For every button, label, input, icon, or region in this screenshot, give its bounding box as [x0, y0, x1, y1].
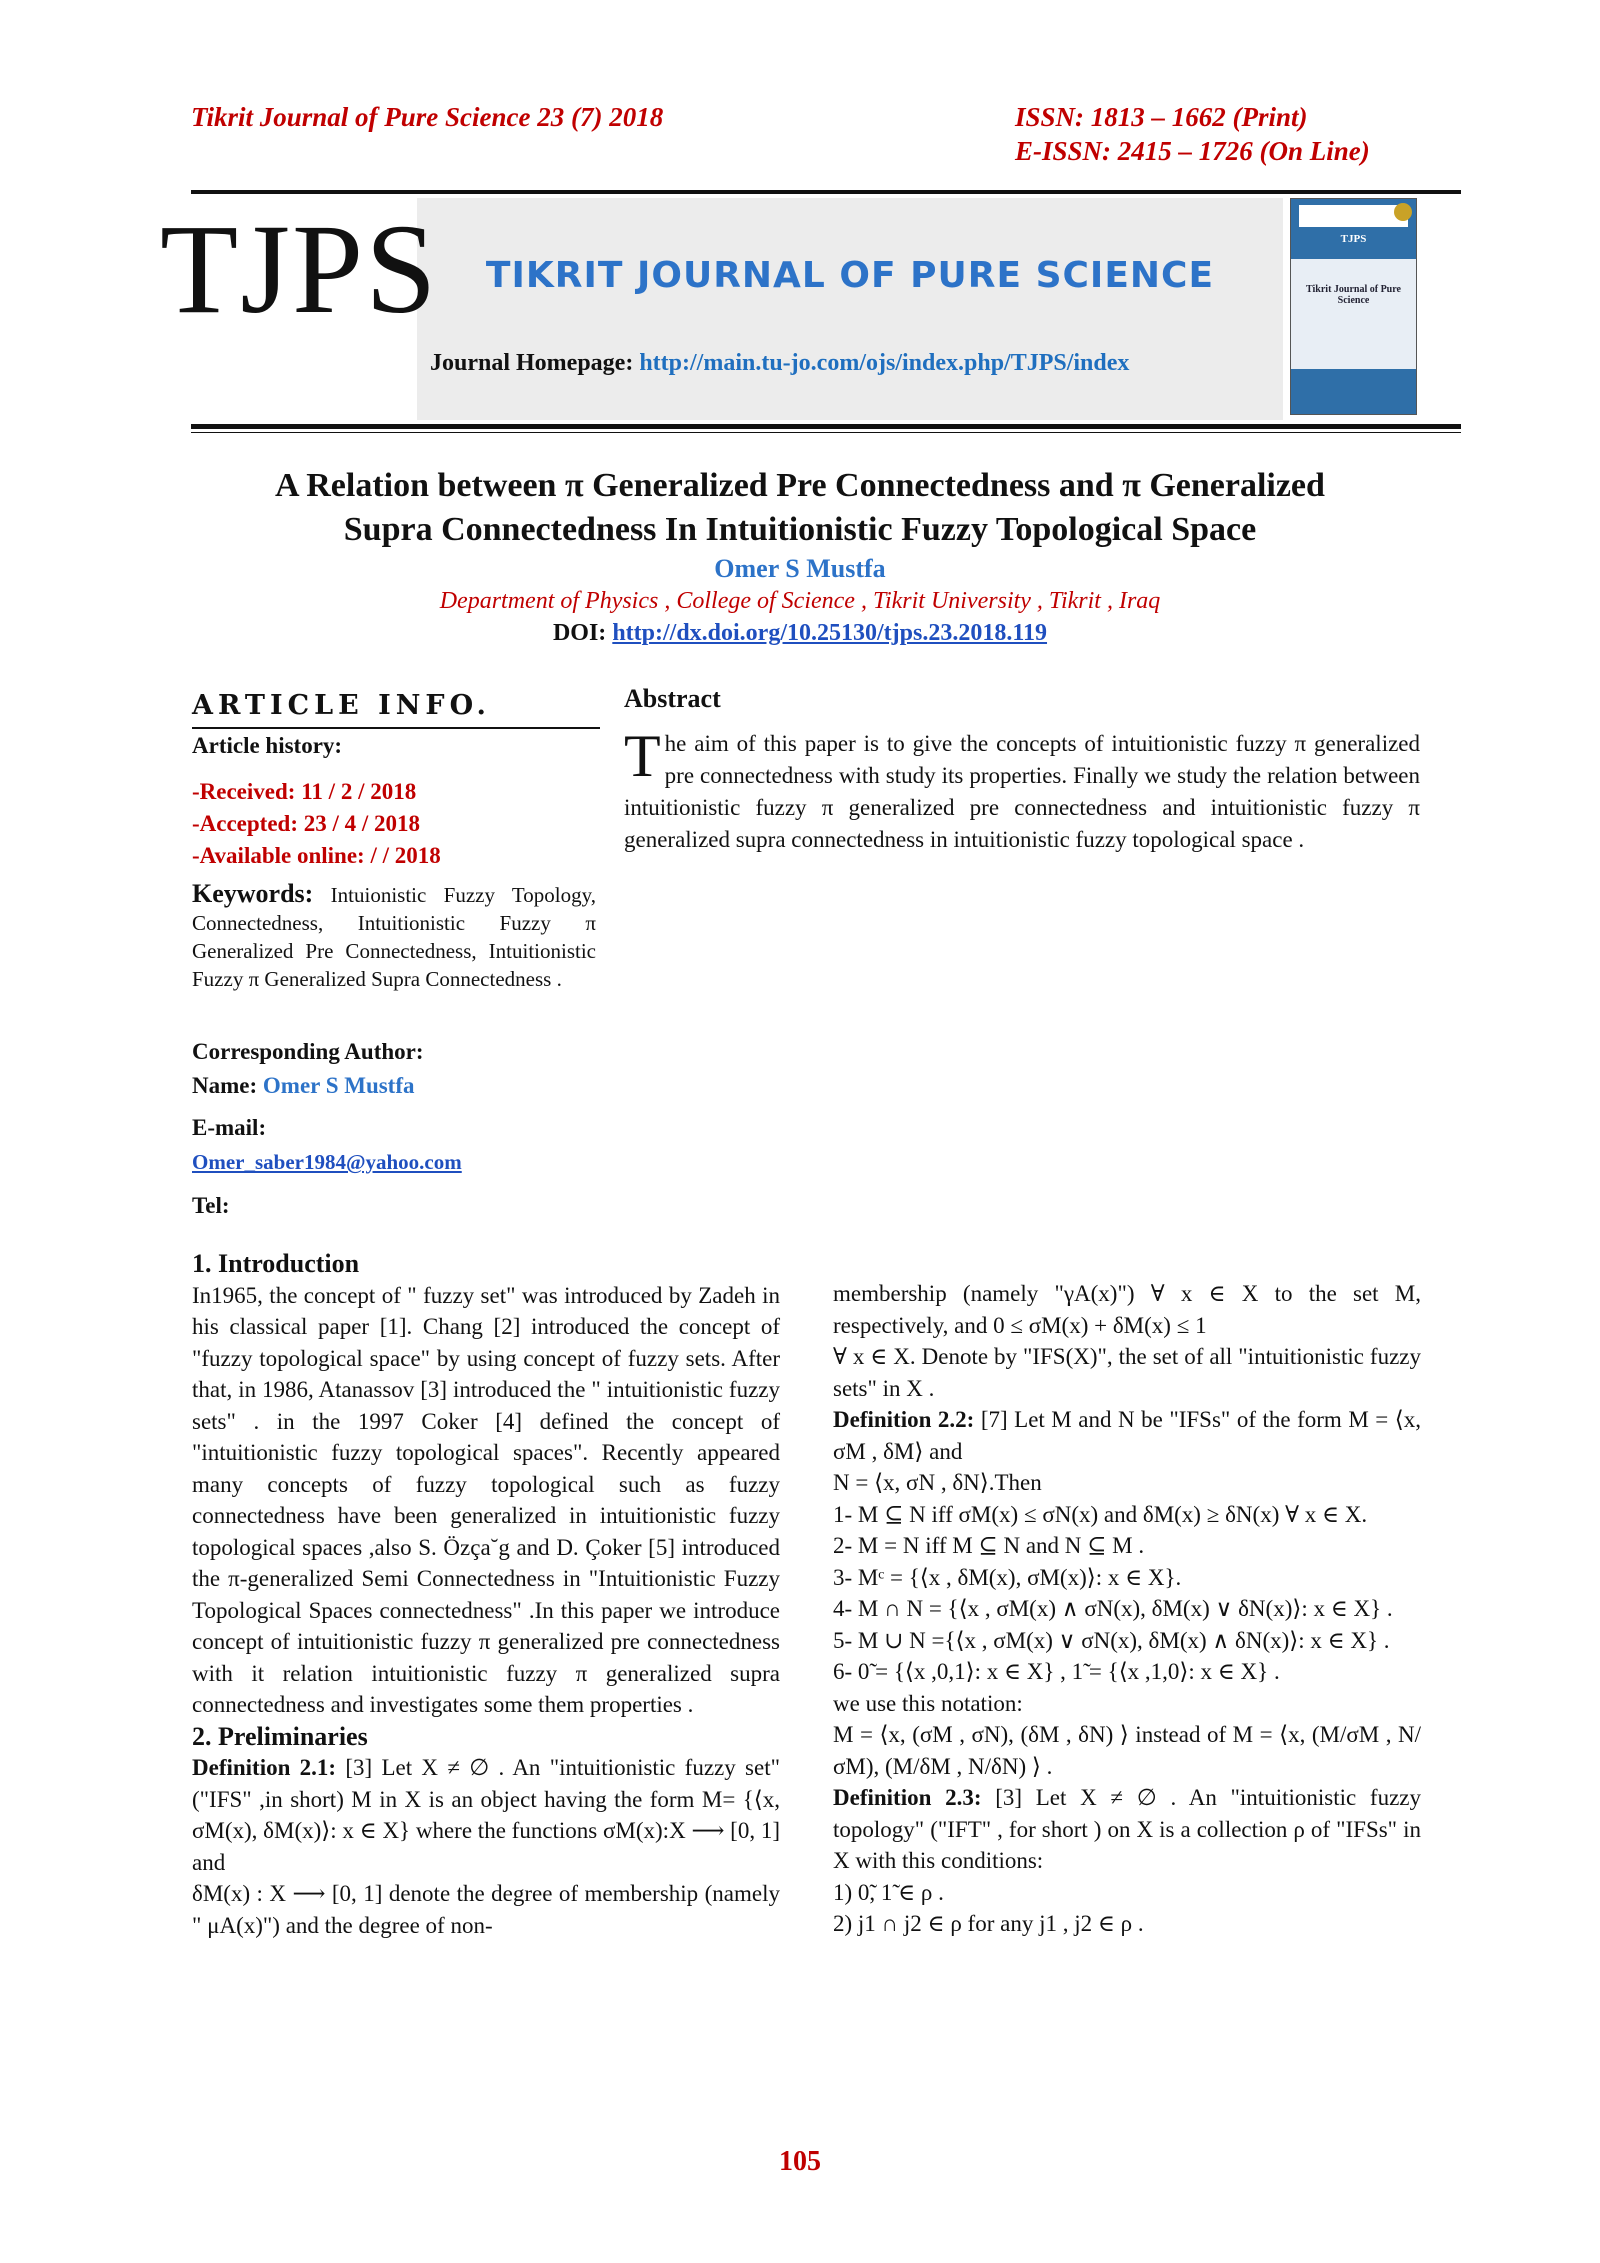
definition-2-2-cont: N = ⟨x, σN , δN⟩.Then	[833, 1470, 1042, 1495]
email	[192, 1146, 598, 1178]
abstract-body: he aim of this paper is to give the concepts of intuitionistic fuzzy π generalized pre connectedness with study its properties. Finally we study the relation between intuitionistic fuzzy π generalized pre connectedness and intuitionistic fuzzy π generalized supra connectedness in intuitionistic fuzzy topological space .	[624, 731, 1420, 852]
definition-2-2	[833, 1404, 1421, 1467]
banner-background	[417, 198, 1283, 420]
crest-icon	[1394, 203, 1412, 221]
journal-issue: Tikrit Journal of Pure Science 23 (7) 2018	[191, 102, 664, 132]
def22-item-6: 6- 0̃ = {⟨x ,0,1⟩: x ∈ X} , 1̃ = {⟨x ,1,0⟩: x ∈ X} .	[833, 1659, 1280, 1684]
keywords-label: Keywords:	[192, 879, 314, 908]
article-info-rule	[192, 727, 600, 729]
def22-item-1: 1- M ⊆ N iff σM(x) ≤ σN(x) and δM(x) ≥ δN(x) ∀ x ∈ X.	[833, 1501, 1368, 1527]
doi-label: DOI:	[552, 620, 607, 646]
def23-label: Definition 2.3:	[833, 1785, 982, 1810]
doi-link[interactable]: http://dx.doi.org/10.25130/tjps.23.2018.119	[612, 620, 1048, 646]
def22-item-3: 3- Mᶜ = {⟨x , δM(x), σM(x)⟩: x ∈ X}.	[833, 1564, 1182, 1590]
keywords	[192, 880, 596, 993]
cover-label: TJPS	[1340, 233, 1367, 245]
available-date: -Available online: / / 2018	[192, 843, 441, 868]
abstract-dropcap: T	[624, 723, 661, 789]
name-value: Omer S Mustfa	[262, 1073, 415, 1098]
def23-text: [3] Let X ≠ ∅ . An "intuitionistic fuzzy topology" ("IFT" , for short ) on X is a collection ρ of "IFSs" in X with this conditions:	[833, 1785, 1421, 1873]
def22-item-2: 2- M = N iff M ⊆ N and N ⊆ M .	[833, 1533, 1145, 1558]
article-history-label: Article history:	[192, 733, 343, 758]
author-name: Omer S Mustfa	[714, 554, 886, 583]
header-rule-thin	[191, 432, 1461, 433]
article-info-heading: ARTICLE INFO.	[192, 690, 491, 721]
def21-label: Definition 2.1:	[192, 1755, 337, 1780]
keywords-text: Intuionistic Fuzzy Topology, Connectedness, Intuitionistic Fuzzy π Generalized Pre Connectedness, Intuitionistic Fuzzy π Generalized Supra Connectedness .	[192, 883, 596, 991]
definition-2-1	[192, 1752, 780, 1878]
paper-title	[191, 464, 1409, 552]
journal-cover-image	[1290, 198, 1417, 415]
def23-condition-1: 1) 0̃, 1̃ ∈ ρ .	[833, 1879, 944, 1905]
def23-condition-2: 2) j1 ∩ j2 ∈ ρ for any j1 , j2 ∈ ρ .	[833, 1911, 1144, 1936]
def22-text: [7] Let M and N be "IFSs" of the form M = ⟨x, σM , δM⟩ and	[833, 1407, 1421, 1464]
homepage-link[interactable]: http://main.tu-jo.com/ojs/index.php/TJPS/index	[639, 350, 1130, 376]
def22-item-4: 4- M ∩ N = {⟨x , σM(x) ∧ σN(x), δM(x) ∨ δN(x)⟩: x ∈ X} .	[833, 1596, 1393, 1621]
def21-text: [3] Let X ≠ ∅ . An "intuitionistic fuzzy set" ("IFS" ,in short) M in X is an object having the form M= {⟨x, σM(x), δM(x)⟩: x ∈ X} where the functions σM(x):X ⟶ [0, 1] and	[192, 1755, 780, 1875]
journal-name: TIKRIT JOURNAL OF PURE SCIENCE	[485, 255, 1215, 296]
title-line-2: Supra Connectedness In Intuitionistic Fuzzy Topological Space	[343, 511, 1257, 548]
introduction-text: In1965, the concept of " fuzzy set" was introduced by Zadeh in his classical paper [1]. Chang [2] introduced the concept of "fuzzy topological space" by using concept of fuzzy sets. After that, in 1986, Atanassov [3] introduced the " intuitionistic fuzzy sets" . in the 1997 Coker [4] defined the concept of "intuitionistic fuzzy topological spaces". Recently appeared many concepts of fuzzy topological such as fuzzy connectedness have been generalized in intuitionistic fuzzy topological spaces ,also S. Özça˘g and D. Çoker [5] introduced the π-generalized Semi Connectedness in "Intuitionistic Fuzzy Topological Spaces connectedness" .In this paper we introduce concept of intuitionistic fuzzy π generalized pre connectedness with it relation intuitionistic fuzzy π generalized supra connectedness and investigates some them properties .	[192, 1282, 780, 1717]
tel-label: Tel:	[192, 1193, 230, 1218]
issn-online: E-ISSN: 2415 – 1726 (On Line)	[1015, 136, 1370, 166]
cover-subtitle: Tikrit Journal of Pure Science	[1306, 284, 1401, 306]
issn-print: ISSN: 1813 – 1662 (Print)	[1015, 102, 1308, 132]
abstract-text	[624, 723, 1420, 856]
corresponding-name	[192, 1070, 598, 1102]
def22-item-5: 5- M ∪ N ={⟨x , σM(x) ∨ σN(x), δM(x) ∧ δN(x)⟩: x ∈ X} .	[833, 1627, 1390, 1653]
journal-homepage	[430, 350, 1129, 377]
cover-top-strip	[1299, 205, 1408, 227]
name-label: Name:	[192, 1073, 258, 1098]
abstract-heading: Abstract	[624, 684, 721, 713]
body-column-right	[833, 1278, 1421, 1940]
membership-text: membership (namely "γA(x)") ∀ x ∈ X to the set M, respectively, and 0 ≤ σM(x) + δM(x) ≤ 1	[833, 1281, 1421, 1338]
page-number: 105	[779, 2146, 821, 2177]
corresponding-author-label: Corresponding Author:	[192, 1039, 424, 1064]
def22-label: Definition 2.2:	[833, 1407, 975, 1432]
doi	[191, 620, 1409, 647]
notation-intro: we use this notation:	[833, 1690, 1023, 1716]
cover-panel	[1291, 259, 1416, 369]
accepted-date: -Accepted: 23 / 4 / 2018	[192, 811, 421, 836]
body-column-left	[192, 1248, 780, 1941]
title-line-1: A Relation between π Generalized Pre Connectedness and π Generalized	[275, 467, 1325, 504]
homepage-label: Journal Homepage:	[430, 350, 634, 376]
received-date: -Received: 11 / 2 / 2018	[192, 779, 417, 804]
email-label: E-mail:	[192, 1115, 267, 1140]
preliminaries-heading: 2. Preliminaries	[192, 1721, 368, 1751]
email-link[interactable]: Omer_saber1984@yahoo.com	[192, 1150, 462, 1174]
definition-2-1-cont: δM(x) : X ⟶ [0, 1] denote the degree of membership (namely " μA(x)") and the degree of non-	[192, 1881, 780, 1938]
header-rule-top	[191, 190, 1461, 194]
journal-logo: TJPS	[160, 198, 439, 340]
notation-text: M = ⟨x, (σM , σN), (δM , δN) ⟩ instead of M = ⟨x, (M/σM , N/σM), (M/δM , N/δN) ⟩ .	[833, 1722, 1421, 1779]
affiliation: Department of Physics , College of Science , Tikrit University , Tikrit , Iraq	[439, 588, 1161, 614]
introduction-heading: 1. Introduction	[192, 1249, 360, 1278]
ifs-denote-text: ∀ x ∈ X. Denote by "IFS(X)", the set of all "intuitionistic fuzzy sets" in X .	[833, 1344, 1421, 1401]
header-rule-bottom	[191, 424, 1461, 429]
definition-2-3	[833, 1782, 1421, 1877]
